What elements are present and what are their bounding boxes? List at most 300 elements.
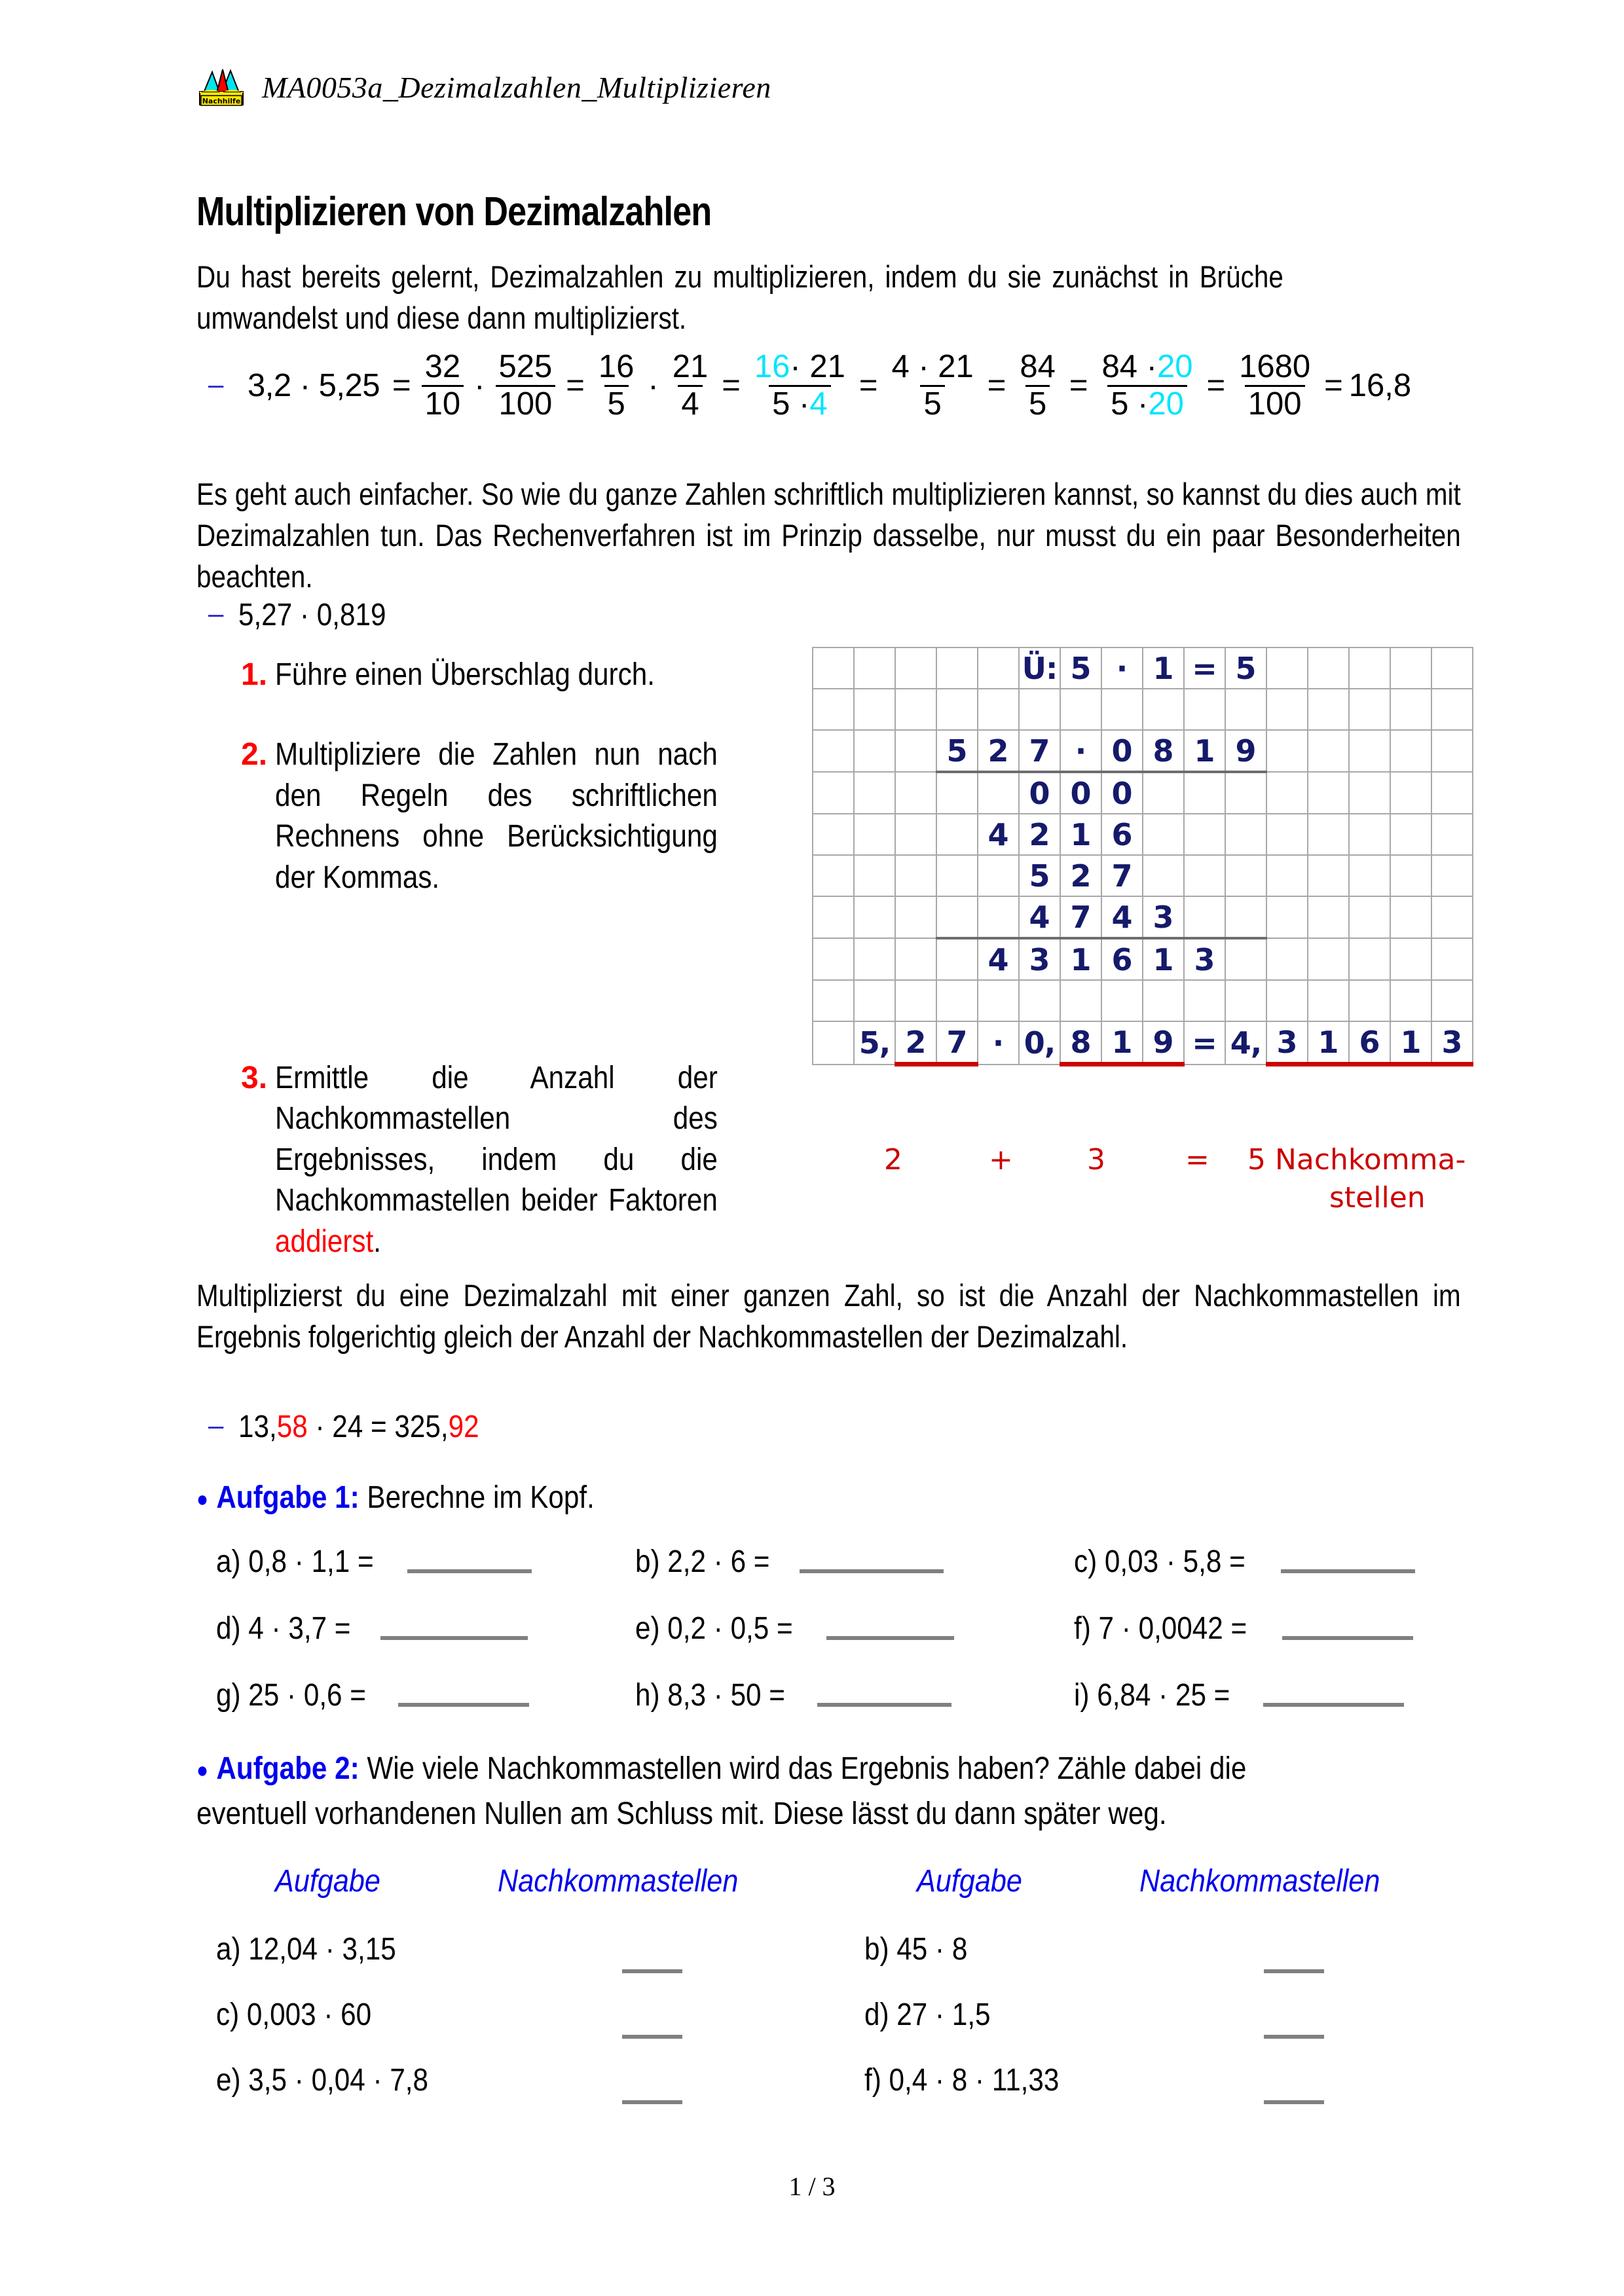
- grid-cell: [1308, 855, 1349, 896]
- grid-cell: 3: [1431, 1021, 1473, 1065]
- grid-cell: [1266, 896, 1308, 938]
- numerator: 32: [424, 349, 461, 384]
- grid-cell: 6: [1101, 814, 1143, 855]
- grid-cell: [1431, 855, 1473, 896]
- grid-cell: [1225, 689, 1266, 730]
- aufgabe-2-title-line1: [196, 1751, 1246, 1787]
- grid-row: [813, 814, 1473, 855]
- grid-cell: [1390, 855, 1431, 896]
- exercise-key: d): [216, 1611, 241, 1646]
- aufgabe-1-label: Aufgabe 1:: [216, 1480, 360, 1515]
- grid-cell: [1225, 980, 1266, 1021]
- second-paragraph: Es geht auch einfacher. So wie du ganze Zahlen schriftlich multiplizieren kannst, so kannst du dies auch mit Dezimalzahlen tun. Das Rechenverfahren ist im Prinzip dasselbe, nur musst du ein paar Besonderheiten beachten.: [196, 477, 1461, 594]
- page-number: 1 / 3: [788, 2172, 836, 2201]
- grid-cell: [895, 647, 936, 689]
- grid-cell: 4: [1101, 896, 1143, 938]
- fraction-7: [1016, 351, 1059, 421]
- grid-cell: [1101, 689, 1143, 730]
- denominator: 10: [422, 385, 464, 421]
- denominator: 4: [678, 385, 702, 421]
- grid-cell: [936, 814, 978, 855]
- table-cell-f: [864, 2062, 1059, 2098]
- grid-cell: [813, 647, 854, 689]
- aufgabe-1-instruction: Berechne im Kopf.: [359, 1480, 595, 1515]
- dash-bullet-icon: –: [208, 369, 224, 400]
- multiply-sign: ·: [648, 368, 659, 404]
- aufgabe-2-title-line2: [196, 1796, 1246, 1832]
- equals-sign: =: [392, 368, 411, 404]
- equals-sign: =: [987, 368, 1006, 404]
- grid-cell: [854, 896, 895, 938]
- exercise-label: [1074, 1544, 1246, 1580]
- grid-cell: 8: [1060, 1021, 1101, 1065]
- numerator: 16: [598, 349, 635, 384]
- annot-plus: +: [989, 1143, 1013, 1176]
- highlight-den: 4: [809, 386, 828, 422]
- exercise-key: c): [1074, 1544, 1098, 1579]
- exercise-expression: 4 · 3,7 =: [248, 1611, 351, 1646]
- aufgabe-2-instruction-2: eventuell vorhandenen Nullen am Schluss mit. Diese lässt du dann später weg.: [196, 1796, 1167, 1831]
- grid-cell: 5: [1225, 647, 1266, 689]
- third-paragraph: Multiplizierst du eine Dezimalzahl mit einer ganzen Zahl, so ist die Anzahl der Nachkommastellen im Ergebnis folgerichtig gleich der Anzahl der Nachkommastellen der Dezimalzahl.: [196, 1278, 1461, 1354]
- row-key: b): [864, 1932, 889, 1967]
- grid-cell: 5: [1060, 647, 1101, 689]
- exercise-expression: 8,3 · 50 =: [667, 1678, 785, 1713]
- intro-paragraph: Du hast bereits gelernt, Dezimalzahlen zu multiplizieren, indem du sie zunächst in Brüche umwandelst und diese dann multiplizierst.: [196, 259, 1283, 335]
- grid-cell: [1431, 938, 1473, 980]
- grid-cell: [813, 980, 854, 1021]
- exercise-item-a[interactable]: [216, 1544, 635, 1580]
- row-expression: 0,003 · 60: [246, 1997, 372, 2032]
- grid-cell: [1349, 980, 1390, 1021]
- grid-cell: [854, 814, 895, 855]
- exercise-key: e): [635, 1611, 660, 1646]
- grid-cell: 1: [1184, 730, 1225, 772]
- exercise-item-f[interactable]: [1074, 1611, 1413, 1647]
- annot-equals: =: [1185, 1143, 1209, 1176]
- answer-blank-e[interactable]: [826, 1636, 954, 1640]
- equals-sign: =: [1069, 368, 1088, 404]
- numerator: 1680: [1239, 349, 1311, 384]
- grid-cell: [936, 689, 978, 730]
- grid-cell: [1266, 730, 1308, 772]
- multiply-sign: ·: [474, 368, 485, 404]
- grid-row: [813, 730, 1473, 772]
- grid-cell: 3: [1143, 896, 1184, 938]
- exercise-row-2: [216, 1611, 1460, 1647]
- grid-cell: [978, 772, 1019, 814]
- exercise-label: [635, 1677, 785, 1713]
- grid-cell: [1349, 896, 1390, 938]
- exercise-expression: 2,2 · 6 =: [667, 1544, 770, 1579]
- denominator-rest: 5 ·: [1111, 386, 1149, 422]
- exercise-item-i[interactable]: [1074, 1677, 1404, 1713]
- row-key: d): [864, 1997, 889, 2032]
- fraction-6: [888, 351, 976, 421]
- grid-cell: [1184, 689, 1225, 730]
- grid-cell: 3: [1266, 1021, 1308, 1065]
- exercise-key: i): [1074, 1678, 1090, 1713]
- grid-cell: [1019, 980, 1060, 1021]
- grid-cell: [1266, 647, 1308, 689]
- grid-cell: Ü:: [1019, 647, 1060, 689]
- table-header-nachkommastellen-left: Nachkommastellen: [498, 1864, 739, 1899]
- grid-cell: [895, 938, 936, 980]
- exercise-item-e[interactable]: [635, 1611, 1074, 1647]
- grid-table: [812, 647, 1473, 1066]
- grid-cell: 4: [1019, 896, 1060, 938]
- grid-red-annotation: [812, 1137, 1473, 1235]
- grid-row: [813, 980, 1473, 1021]
- example-two-line: [208, 1412, 512, 1443]
- grid-cell: 7: [1101, 855, 1143, 896]
- grid-cell: [813, 730, 854, 772]
- grid-cell: [813, 855, 854, 896]
- grid-cell: [1390, 814, 1431, 855]
- denominator: 100: [496, 385, 556, 421]
- grid-cell: 7: [1019, 730, 1060, 772]
- numerator: 84: [1020, 349, 1056, 384]
- grid-cell: ·: [1060, 730, 1101, 772]
- aufgabe-2-heading: [196, 1751, 1390, 1832]
- aufgabe-2-instruction-1: Wie viele Nachkommastellen wird das Ergebnis haben? Zähle dabei die: [359, 1751, 1247, 1786]
- exercise-row-1: [216, 1544, 1460, 1580]
- grid-row: [813, 855, 1473, 896]
- grid-row: [813, 689, 1473, 730]
- grid-cell: 9: [1143, 1021, 1184, 1065]
- answer-blank-b[interactable]: [800, 1569, 944, 1573]
- fraction-4: [669, 351, 712, 421]
- fraction-9: [1236, 351, 1314, 421]
- numerator-rest: · 21: [790, 349, 845, 384]
- nachhilfe-logo-icon: [196, 63, 248, 111]
- table-header-aufgabe-left: Aufgabe: [275, 1864, 380, 1899]
- grid-cell: 3: [1184, 938, 1225, 980]
- answer-blank-a[interactable]: [407, 1569, 532, 1573]
- step-1: [241, 655, 778, 695]
- dash-bullet-icon: –: [208, 1410, 224, 1440]
- numerator-rest: 84 ·: [1101, 349, 1157, 384]
- aufgabe-1-heading: [196, 1480, 649, 1516]
- grid-cell: [1349, 647, 1390, 689]
- denominator: 100: [1245, 385, 1305, 421]
- grid-cell: 4: [978, 938, 1019, 980]
- grid-cell: [1390, 647, 1431, 689]
- example-expression-line: [208, 600, 406, 631]
- grid-cell: [895, 814, 936, 855]
- denominator: [769, 385, 830, 421]
- grid-cell: [1349, 730, 1390, 772]
- grid-cell: [813, 689, 854, 730]
- grid-cell: [1143, 772, 1184, 814]
- grid-cell: [1184, 980, 1225, 1021]
- example-two-part2: · 24 = 325,: [307, 1410, 449, 1444]
- row-key: c): [216, 1997, 240, 2032]
- answer-blank-f[interactable]: [1282, 1636, 1413, 1640]
- grid-cell: [1266, 938, 1308, 980]
- grid-cell: [854, 647, 895, 689]
- grid-cell: [1184, 814, 1225, 855]
- grid-cell: [895, 772, 936, 814]
- exercise-key: b): [635, 1544, 660, 1579]
- grid-cell: [1308, 938, 1349, 980]
- grid-cell: [1390, 980, 1431, 1021]
- grid-cell: [1431, 772, 1473, 814]
- annot-b: 3: [1087, 1143, 1105, 1176]
- grid-cell: [895, 689, 936, 730]
- grid-cell: [1184, 896, 1225, 938]
- grid-cell: 0: [1019, 772, 1060, 814]
- bullet-icon: ●: [196, 1757, 209, 1783]
- fraction-5-highlighted: [751, 351, 849, 421]
- step-2: [241, 735, 778, 898]
- table-cell-a: [216, 1931, 396, 1967]
- grid-cell: [936, 855, 978, 896]
- grid-cell: [1390, 938, 1431, 980]
- grid-cell: 7: [936, 1021, 978, 1065]
- grid-cell: [1349, 938, 1390, 980]
- grid-cell: 1: [1060, 814, 1101, 855]
- numerator: 525: [498, 349, 553, 384]
- denominator: 5: [1025, 385, 1050, 421]
- table-cell-c: [216, 1997, 371, 2033]
- example-expression: 5,27 · 0,819: [238, 598, 386, 632]
- row-expression: 3,5 · 0,04 · 7,8: [248, 2063, 429, 2098]
- grid-cell: 5: [936, 730, 978, 772]
- answer-blank-h[interactable]: [817, 1703, 951, 1707]
- grid-cell: [895, 896, 936, 938]
- grid-cell: [1019, 689, 1060, 730]
- table-cell-b: [864, 1931, 967, 1967]
- fraction-3: [595, 351, 638, 421]
- grid-cell: [895, 855, 936, 896]
- grid-cell: [854, 730, 895, 772]
- example-two-red1: 58: [276, 1410, 308, 1444]
- grid-cell: 7: [1060, 896, 1101, 938]
- step-number: 3.: [241, 1060, 268, 1095]
- grid-cell: 2: [1019, 814, 1060, 855]
- exercise-row-3: [216, 1677, 1460, 1713]
- grid-cell: 1: [1101, 1021, 1143, 1065]
- grid-cell: 0: [1060, 772, 1101, 814]
- table-header-nachkommastellen-right: Nachkommastellen: [1139, 1864, 1380, 1899]
- grid-row: [813, 896, 1473, 938]
- grid-cell: [1431, 730, 1473, 772]
- equals-sign: =: [1206, 368, 1226, 404]
- numerator: [1099, 351, 1196, 385]
- exercise-expression: 0,2 · 0,5 =: [667, 1611, 793, 1646]
- grid-cell: 2: [978, 730, 1019, 772]
- grid-cell: [936, 896, 978, 938]
- grid-cell: 1: [1390, 1021, 1431, 1065]
- answer-blank-2e[interactable]: [622, 2100, 682, 2104]
- grid-cell: 0: [1101, 730, 1143, 772]
- exercise-label: [1074, 1611, 1247, 1647]
- grid-cell: [1431, 814, 1473, 855]
- grid-cell: 4,: [1225, 1021, 1266, 1065]
- grid-cell: =: [1184, 647, 1225, 689]
- exercise-label: [216, 1611, 350, 1647]
- exercise-expression: 0,8 · 1,1 =: [248, 1544, 374, 1579]
- grid-cell: [1431, 647, 1473, 689]
- example-two-part1: 13,: [238, 1410, 277, 1444]
- grid-cell: ·: [1101, 647, 1143, 689]
- grid-cell: [1143, 980, 1184, 1021]
- grid-cell: 5: [1019, 855, 1060, 896]
- document-header: [196, 63, 771, 111]
- grid-cell: [813, 1021, 854, 1065]
- equals-sign: =: [722, 368, 741, 404]
- grid-cell: [1390, 689, 1431, 730]
- grid-cell: 5,: [854, 1021, 895, 1065]
- grid-cell: [854, 689, 895, 730]
- highlight-den: 20: [1148, 386, 1184, 422]
- grid-cell: [1266, 980, 1308, 1021]
- grid-cell: [854, 855, 895, 896]
- fraction-2: [496, 351, 556, 421]
- example-two: [238, 1412, 479, 1443]
- step-text-before: Ermittle die Anzahl der Nachkommastellen des Ergebnisses, indem du die Nachkommastellen beider Faktoren: [275, 1060, 718, 1218]
- grid-row: [813, 647, 1473, 689]
- grid-cell: [1225, 772, 1266, 814]
- equals-sign: =: [1324, 368, 1343, 404]
- grid-cell: [978, 980, 1019, 1021]
- fraction-1: [422, 351, 464, 421]
- grid-cell: [854, 980, 895, 1021]
- grid-cell: [1308, 814, 1349, 855]
- denominator: [1107, 385, 1187, 421]
- grid-cell: [1349, 689, 1390, 730]
- grid-cell: [978, 855, 1019, 896]
- grid-cell: [1060, 689, 1101, 730]
- bullet-icon: ●: [196, 1486, 209, 1512]
- grid-cell: [1308, 896, 1349, 938]
- grid-cell: [1143, 814, 1184, 855]
- grid-cell: [1225, 814, 1266, 855]
- answer-blank-2b[interactable]: [1264, 1969, 1324, 1973]
- grid-cell: 2: [1060, 855, 1101, 896]
- table-cell-d: [864, 1997, 991, 2033]
- highlight-num: 16: [754, 349, 790, 384]
- answer-blank-2f[interactable]: [1264, 2100, 1324, 2104]
- grid-cell: [978, 647, 1019, 689]
- page-title: Multiplizieren von Dezimalzahlen: [196, 189, 712, 234]
- grid-cell: [1390, 730, 1431, 772]
- answer-blank-i[interactable]: [1263, 1703, 1404, 1707]
- answer-blank-2a[interactable]: [622, 1969, 682, 1973]
- exercise-label: [216, 1544, 374, 1580]
- grid-cell: 1: [1308, 1021, 1349, 1065]
- grid-cell: [895, 980, 936, 1021]
- equals-sign: =: [566, 368, 585, 404]
- header-document-title: MA0053a_Dezimalzahlen_Multiplizieren: [262, 70, 771, 104]
- exercise-key: g): [216, 1678, 241, 1713]
- denominator: 5: [604, 385, 629, 421]
- grid-cell: 6: [1349, 1021, 1390, 1065]
- grid-cell: [1349, 814, 1390, 855]
- grid-cell: [978, 689, 1019, 730]
- dash-bullet-icon: –: [208, 598, 224, 629]
- exercise-item-d[interactable]: [216, 1611, 635, 1647]
- row-expression: 12,04 · 3,15: [248, 1932, 396, 1967]
- exercise-label: [1074, 1677, 1230, 1713]
- exercise-item-g[interactable]: [216, 1677, 635, 1713]
- grid-cell: [1060, 980, 1101, 1021]
- aufgabe-2-label: Aufgabe 2:: [216, 1751, 360, 1786]
- answer-blank-d[interactable]: [380, 1636, 528, 1640]
- grid-cell: [1184, 772, 1225, 814]
- exercise-key: h): [635, 1678, 660, 1713]
- grid-cell: [1225, 896, 1266, 938]
- grid-cell: 6: [1101, 938, 1143, 980]
- row-expression: 45 · 8: [896, 1932, 968, 1967]
- grid-cell: 0: [1101, 772, 1143, 814]
- exercise-item-b[interactable]: [635, 1544, 1074, 1580]
- grid-cell: 1: [1143, 938, 1184, 980]
- example-two-red2: 92: [448, 1410, 479, 1444]
- squared-paper-grid: [812, 647, 1473, 1066]
- numerator: [751, 351, 849, 385]
- exercise-label: [635, 1544, 769, 1580]
- grid-cell: 1: [1060, 938, 1101, 980]
- table-header-aufgabe-right: Aufgabe: [917, 1864, 1022, 1899]
- grid-cell: 0,: [1019, 1021, 1060, 1065]
- exercise-key: a): [216, 1544, 241, 1579]
- grid-cell: [1225, 938, 1266, 980]
- highlight-num: 20: [1156, 349, 1193, 384]
- exercise-item-h[interactable]: [635, 1677, 1074, 1713]
- numerator: 4 · 21: [891, 349, 974, 384]
- grid-cell: [813, 814, 854, 855]
- exercise-expression: 25 · 0,6 =: [248, 1678, 366, 1713]
- step-number: 2.: [241, 737, 268, 773]
- table-cell-e: [216, 2062, 428, 2098]
- grid-cell: [1184, 855, 1225, 896]
- denominator-rest: 5 ·: [772, 386, 810, 422]
- grid-cell: [1308, 689, 1349, 730]
- grid-cell: 9: [1225, 730, 1266, 772]
- grid-cell: [1266, 689, 1308, 730]
- step-text: Multipliziere die Zahlen nun nach den Regeln des schriftlichen Rechnens ohne Berücksichtigung der Kommas.: [275, 737, 718, 895]
- grid-row: [813, 772, 1473, 814]
- answer-blank-2d[interactable]: [1264, 2035, 1324, 2039]
- step-text-after: .: [373, 1224, 382, 1259]
- grid-row-final: [813, 1021, 1473, 1065]
- grid-cell: 8: [1143, 730, 1184, 772]
- exercise-expression: 0,03 · 5,8 =: [1104, 1544, 1246, 1579]
- grid-cell: [936, 980, 978, 1021]
- grid-row: [813, 938, 1473, 980]
- grid-cell: [1349, 855, 1390, 896]
- step-3: [241, 1058, 778, 1262]
- answer-blank-2c[interactable]: [622, 2035, 682, 2039]
- numerator: 21: [672, 349, 709, 384]
- grid-cell: [1431, 689, 1473, 730]
- grid-cell: 1: [1143, 647, 1184, 689]
- grid-cell: [1266, 855, 1308, 896]
- row-expression: 27 · 1,5: [896, 1997, 991, 2032]
- equals-sign: =: [858, 368, 878, 404]
- answer-blank-g[interactable]: [398, 1703, 529, 1707]
- grid-cell: [1308, 647, 1349, 689]
- exercise-label: [216, 1677, 366, 1713]
- answer-blank-c[interactable]: [1281, 1569, 1415, 1573]
- exercise-item-c[interactable]: [1074, 1544, 1415, 1580]
- grid-cell: =: [1184, 1021, 1225, 1065]
- grid-cell: [1308, 980, 1349, 1021]
- grid-cell: [895, 730, 936, 772]
- annot-result-line1: 5 Nachkomma-: [1247, 1143, 1466, 1176]
